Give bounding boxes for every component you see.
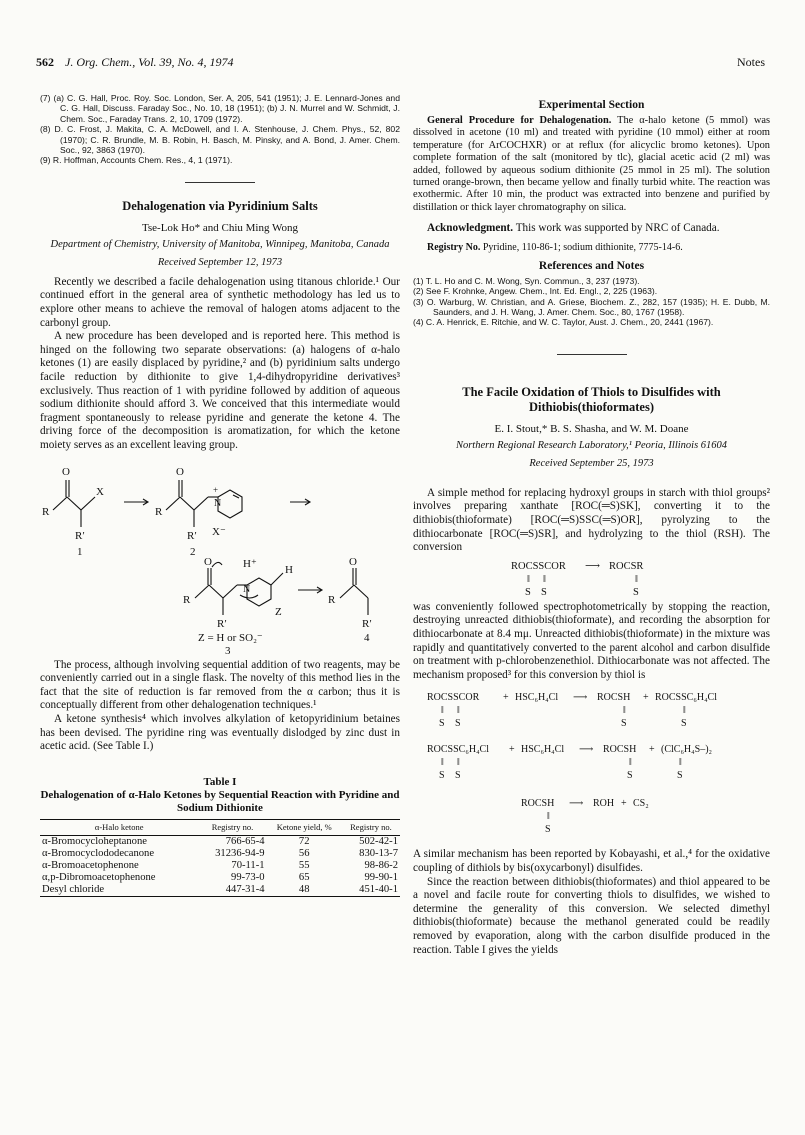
scheme-label: H⁺: [243, 557, 257, 570]
table-row: [40, 860, 400, 872]
bond-mark: ‖: [683, 705, 686, 717]
table-cell: 65: [298, 872, 310, 884]
left-column: [40, 93, 400, 897]
article-body: [40, 276, 400, 453]
ack-text: This work was supported by NRC of Canada.: [515, 222, 720, 235]
table-cell: 98-86-2: [364, 860, 398, 872]
table-cell: 766-65-4: [225, 836, 265, 848]
paragraph: Since the reaction between dithiobis(thioformates) and thiol appeared to be a novel and facile route for converting thiols to disulfides, we wished to determine the generality of this conversion. We selected dimethyl dithiobis(thioformate) because the methanol generated could be readily removed by evaporation, along with the carbon disulfide produced in the reaction. Table I gives the yields: [413, 875, 770, 956]
previous-article-references: [40, 93, 400, 166]
section-heading: Experimental Section: [538, 99, 645, 111]
equation-term: HSC₆H₄Cl: [521, 744, 565, 756]
reference-item: (7) (a) C. G. Hall, Proc. Roy. Soc. London, Ser. A, 205, 541 (1951); J. E. Lennard-Jones and C. G. Hall, Discuss. Faraday Soc., No. 10, 18 (1951); (b) J. N. Murrel and W. Schmidt, J. Chem. Soc., Faraday Trans. 2, 10, 1709 (1972).: [40, 93, 400, 124]
scheme-label: O: [204, 555, 212, 568]
paragraph: A ketone synthesis⁴ which involves alkylation of ketopyridinium betaines has been devised. The pyridine ring was eventually dislodged by zinc dust in acetic acid. (See Table I.): [40, 712, 400, 753]
bond-mark: ‖: [441, 705, 444, 717]
equation-term: (ClC₆H₄S–)₂: [661, 744, 713, 756]
column-header: Ketone yield, %: [276, 821, 332, 832]
equation-term: ROCSH: [521, 798, 555, 810]
conversion-equation: [413, 555, 770, 601]
table-cell: Desyl chloride: [42, 884, 105, 896]
equation-term: ROCSR: [609, 560, 644, 572]
equation-term: ROCSSCOR: [427, 692, 480, 704]
running-header: [36, 55, 234, 70]
table-row: [40, 848, 400, 860]
experimental-procedure: [413, 115, 770, 214]
table-cell: 55: [298, 860, 310, 872]
reaction-arrow: ⟶: [573, 692, 588, 704]
scheme-label: X⁻: [212, 525, 226, 538]
right-column: [413, 93, 770, 957]
reference-list: [413, 276, 770, 328]
plus-sign: +: [509, 744, 515, 756]
sulfur-label: S: [681, 718, 687, 730]
scheme-label: R′: [217, 617, 227, 630]
table-cell: 447-31-4: [225, 884, 265, 896]
sulfur-label: S: [455, 718, 461, 730]
sulfur-label: S: [455, 770, 461, 782]
table-cell: 451-40-1: [359, 884, 398, 896]
scheme-label: X: [96, 485, 104, 498]
scheme-label: R′: [75, 529, 85, 542]
bond-mark: ‖: [441, 757, 444, 769]
table-cell: 502-42-1: [359, 836, 398, 848]
plus-sign: +: [643, 692, 649, 704]
bond-mark: ‖: [457, 757, 460, 769]
table-cell: 830-13-7: [359, 848, 398, 860]
scheme-label: R′: [362, 617, 372, 630]
table-row: [40, 836, 400, 849]
scheme-label: H: [285, 563, 293, 576]
reference-item: (2) See F. Krohnke, Angew. Chem., Int. Ed. Engl., 2, 225 (1963).: [413, 286, 658, 297]
table-cell: 31236-94-9: [215, 848, 265, 860]
table-cell: α-Bromocycloheptanone: [42, 836, 147, 848]
scheme-label: R: [328, 593, 336, 606]
table-cell: 72: [298, 836, 310, 848]
sulfur-label: S: [677, 770, 683, 782]
scheme-label: N: [214, 497, 222, 509]
article-authors: Tse-Lok Ho* and Chiu Ming Wong: [141, 221, 299, 234]
table-cell: α-Bromocyclododecanone: [42, 848, 155, 860]
equation-term: ROCSH: [603, 744, 637, 756]
sulfur-label: S: [633, 586, 639, 598]
compound-number: 3: [225, 644, 231, 655]
reference-item: (4) C. A. Henrick, E. Ritchie, and W. C. Taylor, Aust. J. Chem., 20, 2441 (1967).: [413, 317, 714, 328]
bond-mark: ‖: [635, 573, 638, 585]
data-table: [40, 819, 400, 898]
article-body-continued: [413, 848, 770, 957]
equation-term: ROCSH: [597, 692, 631, 704]
article-affiliation: Northern Regional Research Laboratory,¹ Peoria, Illinois 61604: [455, 439, 728, 451]
article-affiliation: Department of Chemistry, University of Manitoba, Winnipeg, Manitoba, Canada: [50, 238, 390, 250]
paragraph: Recently we described a facile dehalogenation using titanous chloride.¹ Our continued effort in the general area of synthetic methodology has led us to explore other means to achieve the removal of halogen atoms adjacent to the carbonyl group.: [40, 275, 400, 329]
reference-item: (8) D. C. Frost, J. Makita, C. A. McDowell, and I. A. Stenhouse, J. Chem. Phys., 52, 802 (1970); C. R. Brundle, M. B. Robin, H. Basch, M. Pinsky, and A. Bond, J. Amer. Chem. Soc., 92, 3863 (1970).: [40, 124, 400, 156]
received-date: Received September 25, 1973: [529, 457, 654, 469]
column-header: Registry no.: [350, 821, 392, 832]
column-header: α-Halo ketone: [94, 821, 144, 832]
equation-term: ROH: [593, 798, 615, 810]
journal-citation: J. Org. Chem., Vol. 39, No. 4, 1974: [65, 55, 234, 69]
table-cell: α,p-Dibromoacetophenone: [42, 872, 156, 884]
table-cell: 56: [298, 848, 310, 860]
paragraph: was conveniently followed spectrophotometrically by stopping the reaction, destroying unreacted dithiobis(thioformate), and recording the absorption for dithiocarbonate at 8.4 mμ. Unreacted dithiobis(thioformate) in the mixture was rapidly and quantitatively converted to the parent alcohol and carbon disulfide on treatment with p-chlorobenzenethiol. Dithiocarbonate was not affected. The mechanism proposed³ for this conversion by thiol is: [413, 600, 770, 681]
bond-mark: ‖: [457, 705, 460, 717]
article-body-continued: [40, 659, 400, 754]
sulfur-label: S: [545, 824, 551, 836]
article-title: Dehalogenation via Pyridinium Salts: [122, 198, 318, 213]
paragraph: The process, although involving sequential addition of two reagents, may be conveniently carried out in a single flask. The novelty of this method lies in the fact that the site of reduction is far removed from the α carbon; thus it is conceptually different from other dehalogenation techniques.¹: [40, 658, 400, 712]
reaction-arrow: ⟶: [585, 560, 601, 572]
mechanism-scheme: [413, 686, 770, 844]
article-divider: [557, 354, 627, 355]
paragraph: A new procedure has been developed and is reported here. This method is hinged on the following two separate observations: (a) halogens of α-halo ketones (1) are easily displaced by pyridine,² and (b) pyridinium salts undergo facile reduction by dithionite to give 1,4-dihydropyridine derivatives³ exclusively. Thus reaction of 1 with pyridine followed by addition of aqueous sodium dithionite should afford 3. We conceived that this intermediate would fragment spontaneously to release pyridine and generate the ketone 4. The driving force of the decomposition is aromatization, for which the ketone moiety serves as an excellent leaving group.: [40, 330, 400, 451]
equation-term: ROCSSC₆H₄Cl: [427, 744, 489, 756]
scheme-label: O: [62, 465, 70, 478]
table-cell: 99-90-1: [364, 872, 398, 884]
reaction-scheme: [40, 455, 400, 655]
bond-mark: ‖: [629, 757, 632, 769]
acknowledgment: [413, 222, 770, 236]
paragraph: A simple method for replacing hydroxyl groups in starch with thiol groups² involves preparing xanthate [ROC(═S)SK], converting it to the dithiobis(thioformate) [ROC(═S)SSC(═S)OR], pyrolyzing to the dithiocarbonate [ROC(═S)SR], and hydrolyzing to the thiol (RSH). The conversion: [413, 486, 770, 554]
table-row: [40, 872, 400, 884]
compound-number: 1: [77, 545, 83, 558]
table-cell: 99-73-0: [231, 872, 265, 884]
reference-item: (3) O. Warburg, W. Christian, and A. Griese, Biochem. Z., 282, 157 (1935); H. E. Dubb, M. Saunders, and J. H. Wang, J. Amer. Chem. Soc., 80, 1767 (1958).: [413, 296, 770, 318]
section-heading: References and Notes: [538, 259, 645, 272]
sulfur-label: S: [525, 586, 531, 598]
table-1: [40, 776, 400, 898]
article-authors: E. I. Stout,* B. S. Shasha, and W. M. Doane: [494, 422, 689, 435]
scheme-label: +: [213, 484, 219, 495]
reaction-arrow: ⟶: [579, 744, 594, 756]
scheme-label: O: [349, 555, 357, 568]
plus-sign: +: [503, 692, 509, 704]
bond-mark: ‖: [527, 573, 530, 585]
scheme-label: O: [176, 465, 184, 478]
procedure-lead: General Procedure for Dehalogenation.: [427, 115, 612, 126]
scheme-label: Z = H or SO₂⁻: [198, 631, 263, 644]
sulfur-label: S: [621, 718, 627, 730]
scheme-label: R: [155, 505, 163, 518]
table-cell: 48: [298, 884, 310, 896]
bond-mark: ‖: [679, 757, 682, 769]
equation-term: ROCSSC₆H₄Cl: [655, 692, 717, 704]
reference-item: (1) T. L. Ho and C. M. Wong, Syn. Commun., 3, 237 (1973).: [413, 275, 640, 286]
sulfur-label: S: [541, 586, 547, 598]
article-title: The Facile Oxidation of Thiols to Disulfides with Dithiobis(thioformates): [462, 384, 721, 414]
bond-mark: ‖: [623, 705, 626, 717]
received-date: Received September 12, 1973: [157, 256, 283, 268]
bond-mark: ‖: [543, 573, 546, 585]
registry-lead: Registry No.: [427, 241, 481, 253]
reference-item: (9) R. Hoffman, Accounts Chem. Res., 4, 1 (1971).: [40, 155, 233, 166]
sulfur-label: S: [439, 718, 445, 730]
scheme-label: R: [183, 593, 191, 606]
table-cell: α-Bromoacetophenone: [42, 860, 139, 872]
plus-sign: +: [621, 798, 627, 810]
section-label: Notes: [737, 55, 765, 69]
ack-lead: Acknowledgment.: [427, 222, 514, 235]
article-body-continued: [413, 601, 770, 683]
article-divider: [185, 182, 255, 183]
page-number: 562: [36, 55, 54, 69]
reaction-arrow: ⟶: [569, 798, 584, 810]
equation-term: CS₂: [633, 798, 649, 810]
paragraph: A similar mechanism has been reported by Kobayashi, et al.,⁴ for the oxidative coupling of dithiols by bis(oxycarbonyl) disulfides.: [413, 848, 770, 874]
registry-numbers: [413, 242, 770, 254]
table-row: [40, 884, 400, 897]
table-title: Table I: [203, 775, 237, 788]
sulfur-label: S: [439, 770, 445, 782]
column-header: Registry no.: [211, 821, 254, 832]
procedure-text: The α-halo ketone (5 mmol) was dissolved in acetone (10 ml) and treated with pyridine (10 mmol) either at room temperature (for ArCOCHXR) or at reflux (for alicyclic bromo ketones). Upon complete formation of the salt (monitored by tlc), glacial acetic acid (2 ml) was added, followed by aqueous sodium dithionite (25 mmol in 25 ml). The solution turned orange-brown, then became yellow and finally turbid white. The reaction was exothermic. After 10 min, the product was extracted into benzene and purified by distillation or thick layer chromatography on silica.: [413, 115, 770, 213]
scheme-label: N: [243, 583, 251, 595]
equation-term: HSC₆H₄Cl: [515, 692, 559, 704]
equation-term: ROCSSCOR: [511, 560, 566, 572]
registry-text: Pyridine, 110-86-1; sodium dithionite, 7775-14-6.: [482, 241, 683, 253]
scheme-label: R: [42, 505, 50, 518]
article-body: [413, 487, 770, 555]
sulfur-label: S: [627, 770, 633, 782]
plus-sign: +: [649, 744, 655, 756]
scheme-label: Z: [275, 605, 282, 618]
compound-number: 2: [190, 545, 196, 558]
compound-number: 4: [364, 631, 370, 644]
table-caption: Dehalogenation of α-Halo Ketones by Sequential Reaction with Pyridine and Sodium Dithionite: [40, 788, 400, 814]
scheme-label: R′: [187, 529, 197, 542]
table-cell: 70-11-1: [231, 860, 265, 872]
bond-mark: ‖: [547, 811, 550, 823]
